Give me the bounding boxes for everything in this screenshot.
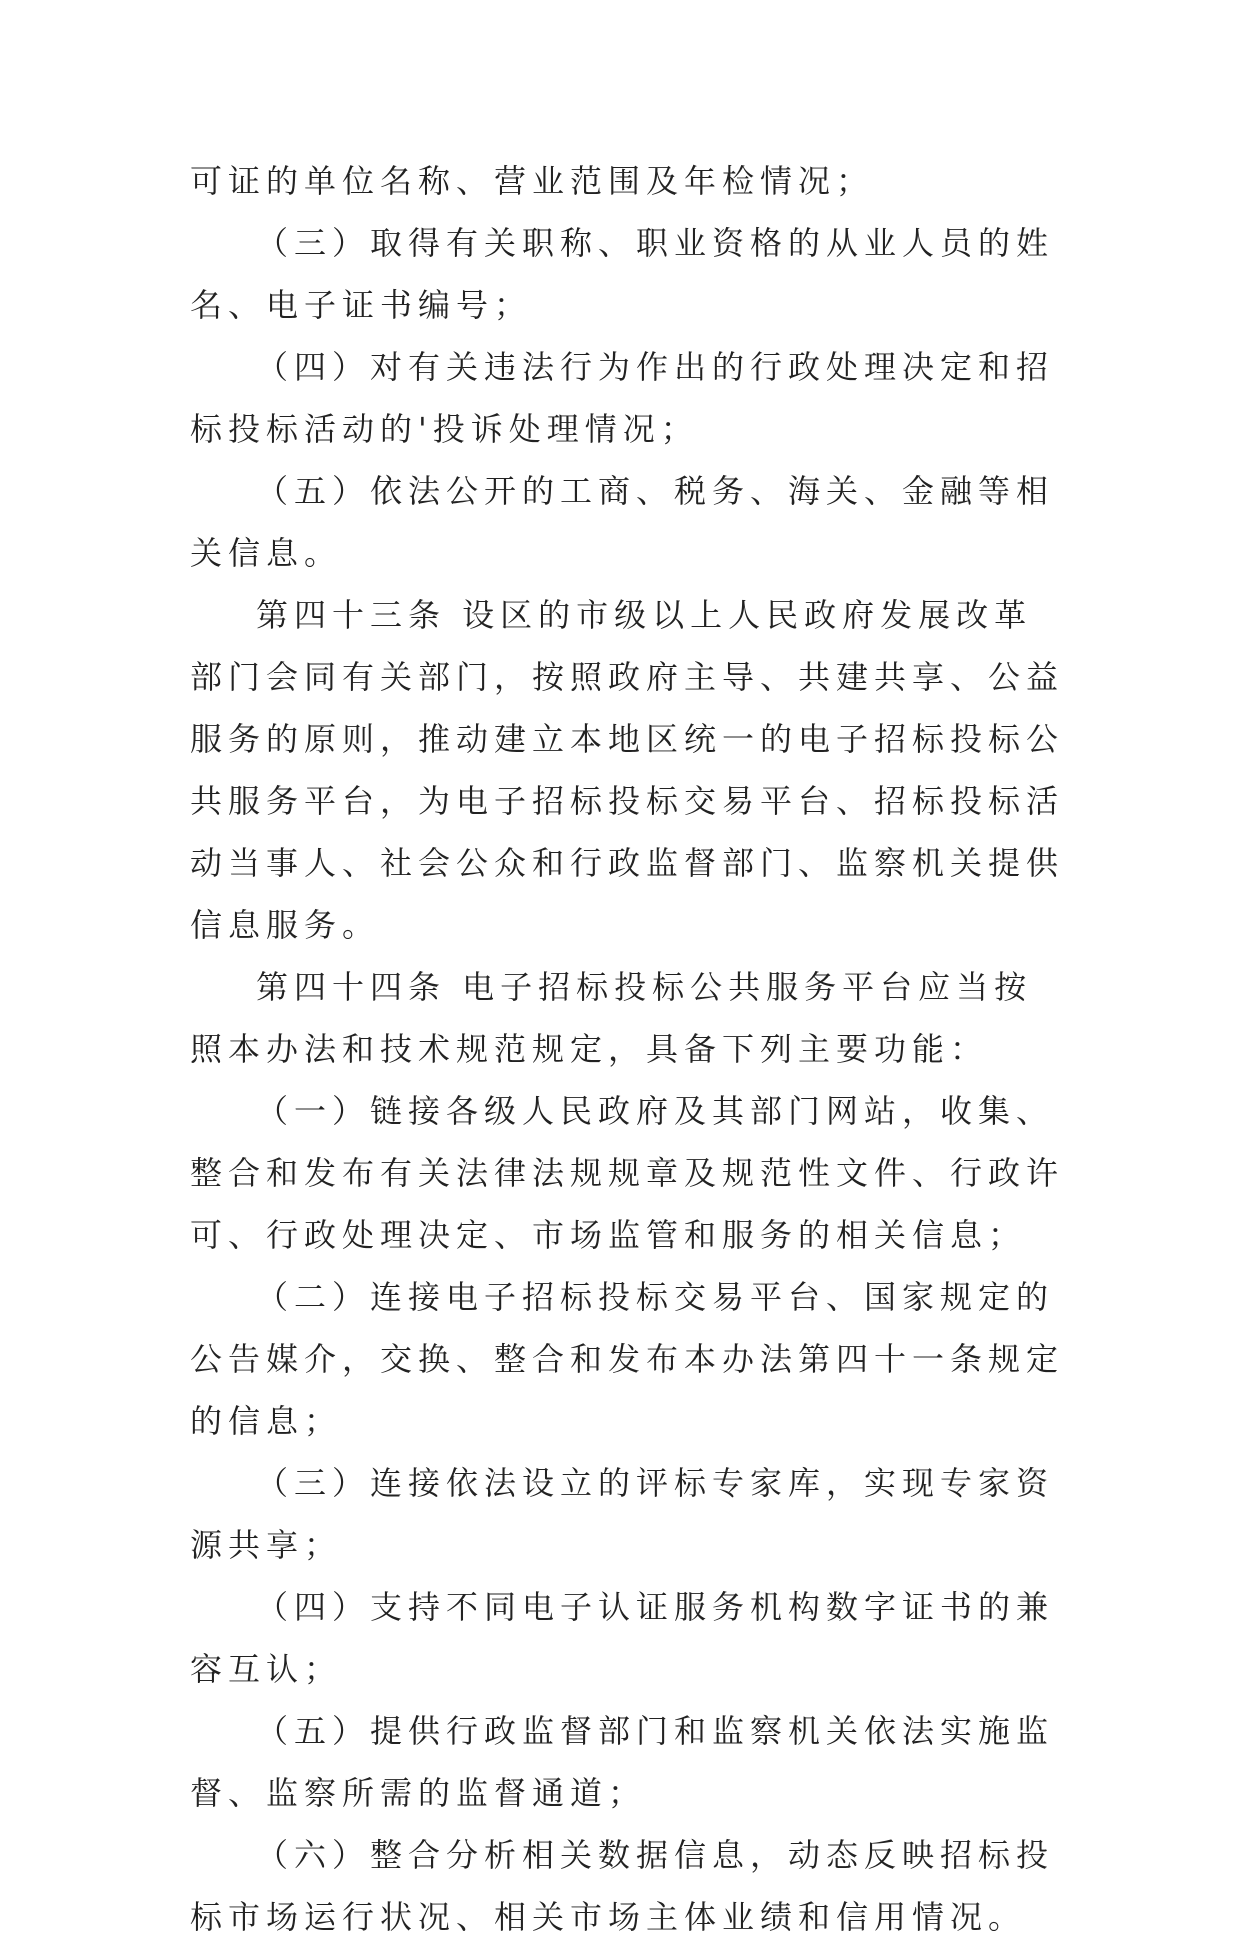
- paragraph-item-5-public-info: （五）依法公开的工商、税务、海关、金融等相关信息。: [190, 472, 1055, 572]
- paragraph-function-1: （一）链接各级人民政府及其部门网站，收集、整合和发布有关法律法规规章及规范性文件、行政许可、行政处理决定、市场监管和服务的相关信息；: [190, 1092, 1065, 1254]
- paragraph-function-2: （二）连接电子招标投标交易平台、国家规定的公告媒介，交换、整合和发布本办法第四十一条规定的信息；: [190, 1278, 1065, 1440]
- paragraph-function-5: （五）提供行政监督部门和监察机关依法实施监督、监察所需的监督通道；: [190, 1712, 1055, 1812]
- paragraph-article-43: 第四十三条 设区的市级以上人民政府发展改革部门会同有关部门，按照政府主导、共建共享、公益服务的原则，推动建立本地区统一的电子招标投标公共服务平台，为电子招标投标交易平台、招标投标活动当事人、社会公众和行政监督部门、监察机关提供信息服务。: [190, 596, 1065, 944]
- paragraph-function-6: （六）整合分析相关数据信息，动态反映招标投标市场运行状况、相关市场主体业绩和信用情况。: [190, 1836, 1055, 1936]
- paragraph-function-4: （四）支持不同电子认证服务机构数字证书的兼容互认；: [190, 1588, 1055, 1688]
- paragraph-continuation: 可证的单位名称、营业范围及年检情况；: [190, 162, 875, 200]
- paragraph-article-44: 第四十四条 电子招标投标公共服务平台应当按照本办法和技术规范规定，具备下列主要功能：: [190, 968, 1033, 1068]
- document-body: [190, 150, 1070, 1948]
- paragraph-item-3-qualifications: （三）取得有关职称、职业资格的从业人员的姓名、电子证书编号；: [190, 224, 1055, 324]
- paragraph-item-4-violations: （四）对有关违法行为作出的行政处理决定和招标投标活动的'投诉处理情况；: [190, 348, 1055, 448]
- paragraph-function-3: （三）连接依法设立的评标专家库，实现专家资源共享；: [190, 1464, 1055, 1564]
